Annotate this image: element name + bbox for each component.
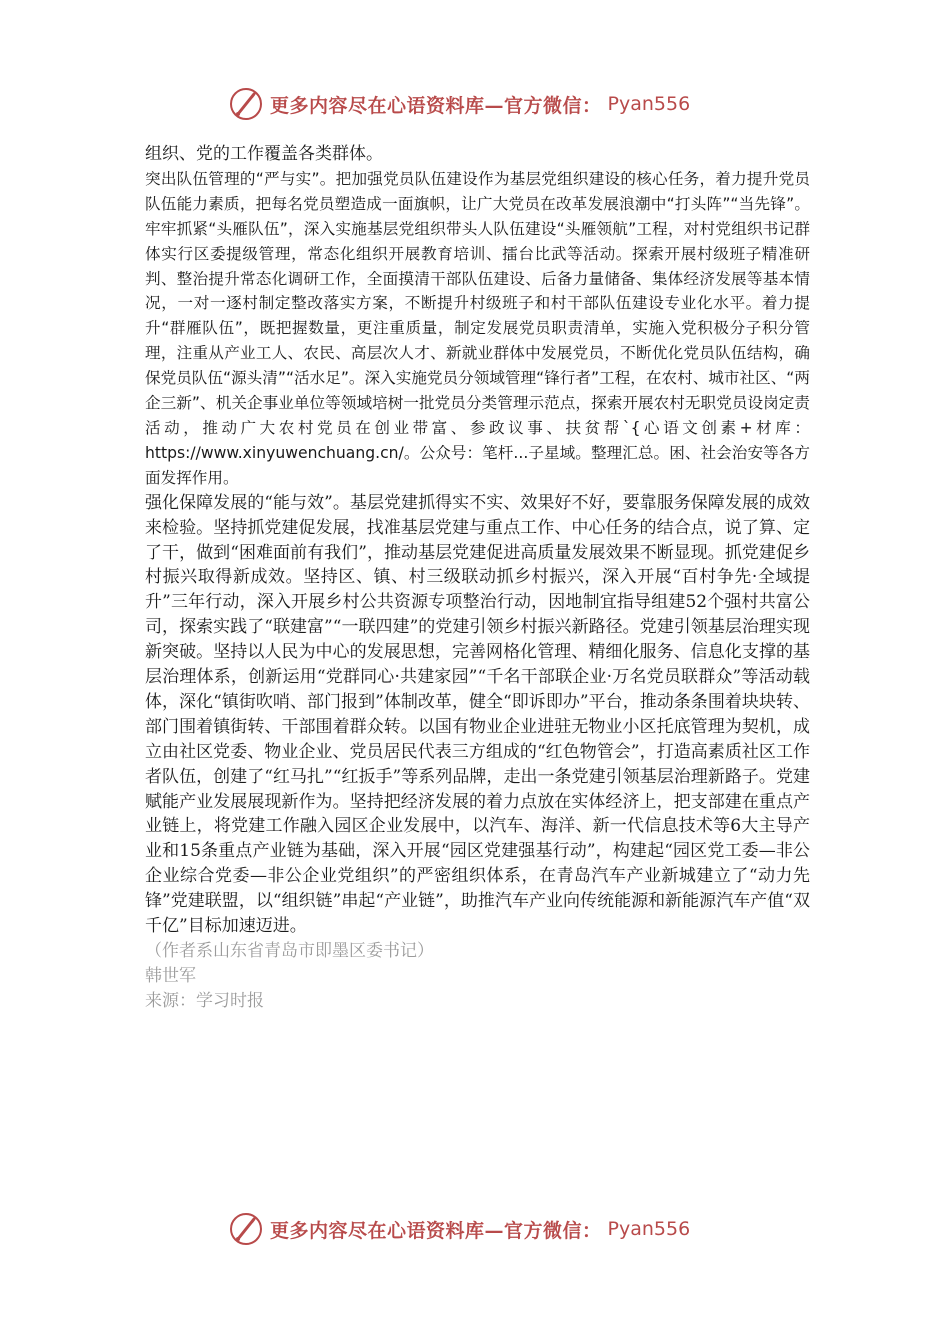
watermark-wechat-id: Pyan556 — [607, 1218, 691, 1240]
watermark-text: 更多内容尽在心语资料库—官方微信： — [270, 94, 602, 117]
watermark-banner-top — [228, 84, 728, 124]
source-line: 来源：学习时报 — [145, 990, 264, 1011]
watermark-wechat-id: Pyan556 — [607, 93, 691, 115]
author-note: （作者系山东省青岛市即墨区委书记） — [145, 941, 434, 961]
paragraph-team-management: 突出队伍管理的“严与实”。把加强党员队伍建设作为基层党组织建设的核心任务，着力提升党员队伍能力素质，把每名党员塑造成一面旗帜，让广大党员在改革发展浪潮中“打头阵”“当先锋”。牢牢抓紧“头雁队伍”，深入实施基层党组织带头人队伍建设“头雁领航”工程，对村党组织书记群体实行区委提级管理，常态化组织开展教育培训、擂台比武等活动。探索开展村级班子精准研判、整治提升常态化调研工作，全面摸清干部队伍建设、后备力量储备、集体经济发展等基本情况，一对一逐村制定整改落实方案，不断提升村级班子和村干部队伍建设专业化水平。着力提升“群雁队伍”，既把握数量，更注重质量，制定发展党员职责清单，实施入党积极分子积分管理，注重从产业工人、农民、高层次人才、新就业群体中发展党员，不断优化党员队伍结构，确保党员队伍“源头清”“活水足”。深入实施党员分领域管理“锋行者”工程，在农村、城市社区、“两企三新”、机关企事业单位等领域培树一批党员分类管理示范点，探索开展农村无职党员设岗定责活动，推动广大农村党员在创业带富、参政议事、扶贫帮`{心语文创素+材库：https://www.xinyuwenchuang.cn/。公众号：笔杆...子星域。整理汇总。困、社会治安等各方面发挥作用。 — [145, 169, 810, 487]
quill-logo-icon — [228, 86, 264, 122]
watermark-text: 更多内容尽在心语资料库—官方微信： — [270, 1219, 602, 1242]
article-body — [145, 142, 810, 1014]
quill-logo-icon — [228, 1211, 264, 1247]
paragraph-development: 强化保障发展的“能与效”。基层党建抓得实不实、效果好不好，要靠服务保障发展的成效来检验。坚持抓党建促发展，找准基层党建与重点工作、中心任务的结合点，说了算、定了干，做到“困难面前有我们”，推动基层党建促进高质量发展效果不断显现。抓党建促乡村振兴取得新成效。坚持区、镇、村三级联动抓乡村振兴，深入开展“百村争先·全域提升”三年行动，深入开展乡村公共资源专项整治行动，因地制宜指导组建52个强村共富公司，探索实践了“联建富”“一联四建”的党建引领乡村振兴新路径。党建引领基层治理实现新突破。坚持以人民为中心的发展思想，完善网格化管理、精细化服务、信息化支撑的基层治理体系，创新运用“党群同心·共建家园”“千名干部联企业·万名党员联群众”等活动载体，深化“镇街吹哨、部门报到”体制改革，健全“即诉即办”平台，推动条条围着块块转、部门围着镇街转、干部围着群众转。以国有物业企业进驻无物业小区托底管理为契机，成立由社区党委、物业企业、党员居民代表三方组成的“红色物管会”，打造高素质社区工作者队伍，创建了“红马扎”“红扳手”等系列品牌，走出一条党建引领基层治理新路子。党建赋能产业发展展现新作为。坚持把经济发展的着力点放在实体经济上，把支部建在重点产业链上，将党建工作融入园区企业发展中，以汽车、海洋、新一代信息技术等6大主导产业和15条重点产业链为基础，深入开展“园区党建强基行动”，构建起“园区党工委—非公企业综合党委—非公企业党组织”的严密组织体系，在青岛汽车产业新城建立了“动力先锋”党建联盟，以“组织链”串起“产业链”，助推汽车产业向传统能源和新能源汽车产值“双千亿”目标加速迈进。 — [145, 492, 810, 937]
paragraph-intro: 组织、党的工作覆盖各类群体。 — [145, 144, 383, 164]
author-name: 韩世军 — [145, 965, 196, 986]
watermark-banner-bottom — [228, 1209, 728, 1249]
